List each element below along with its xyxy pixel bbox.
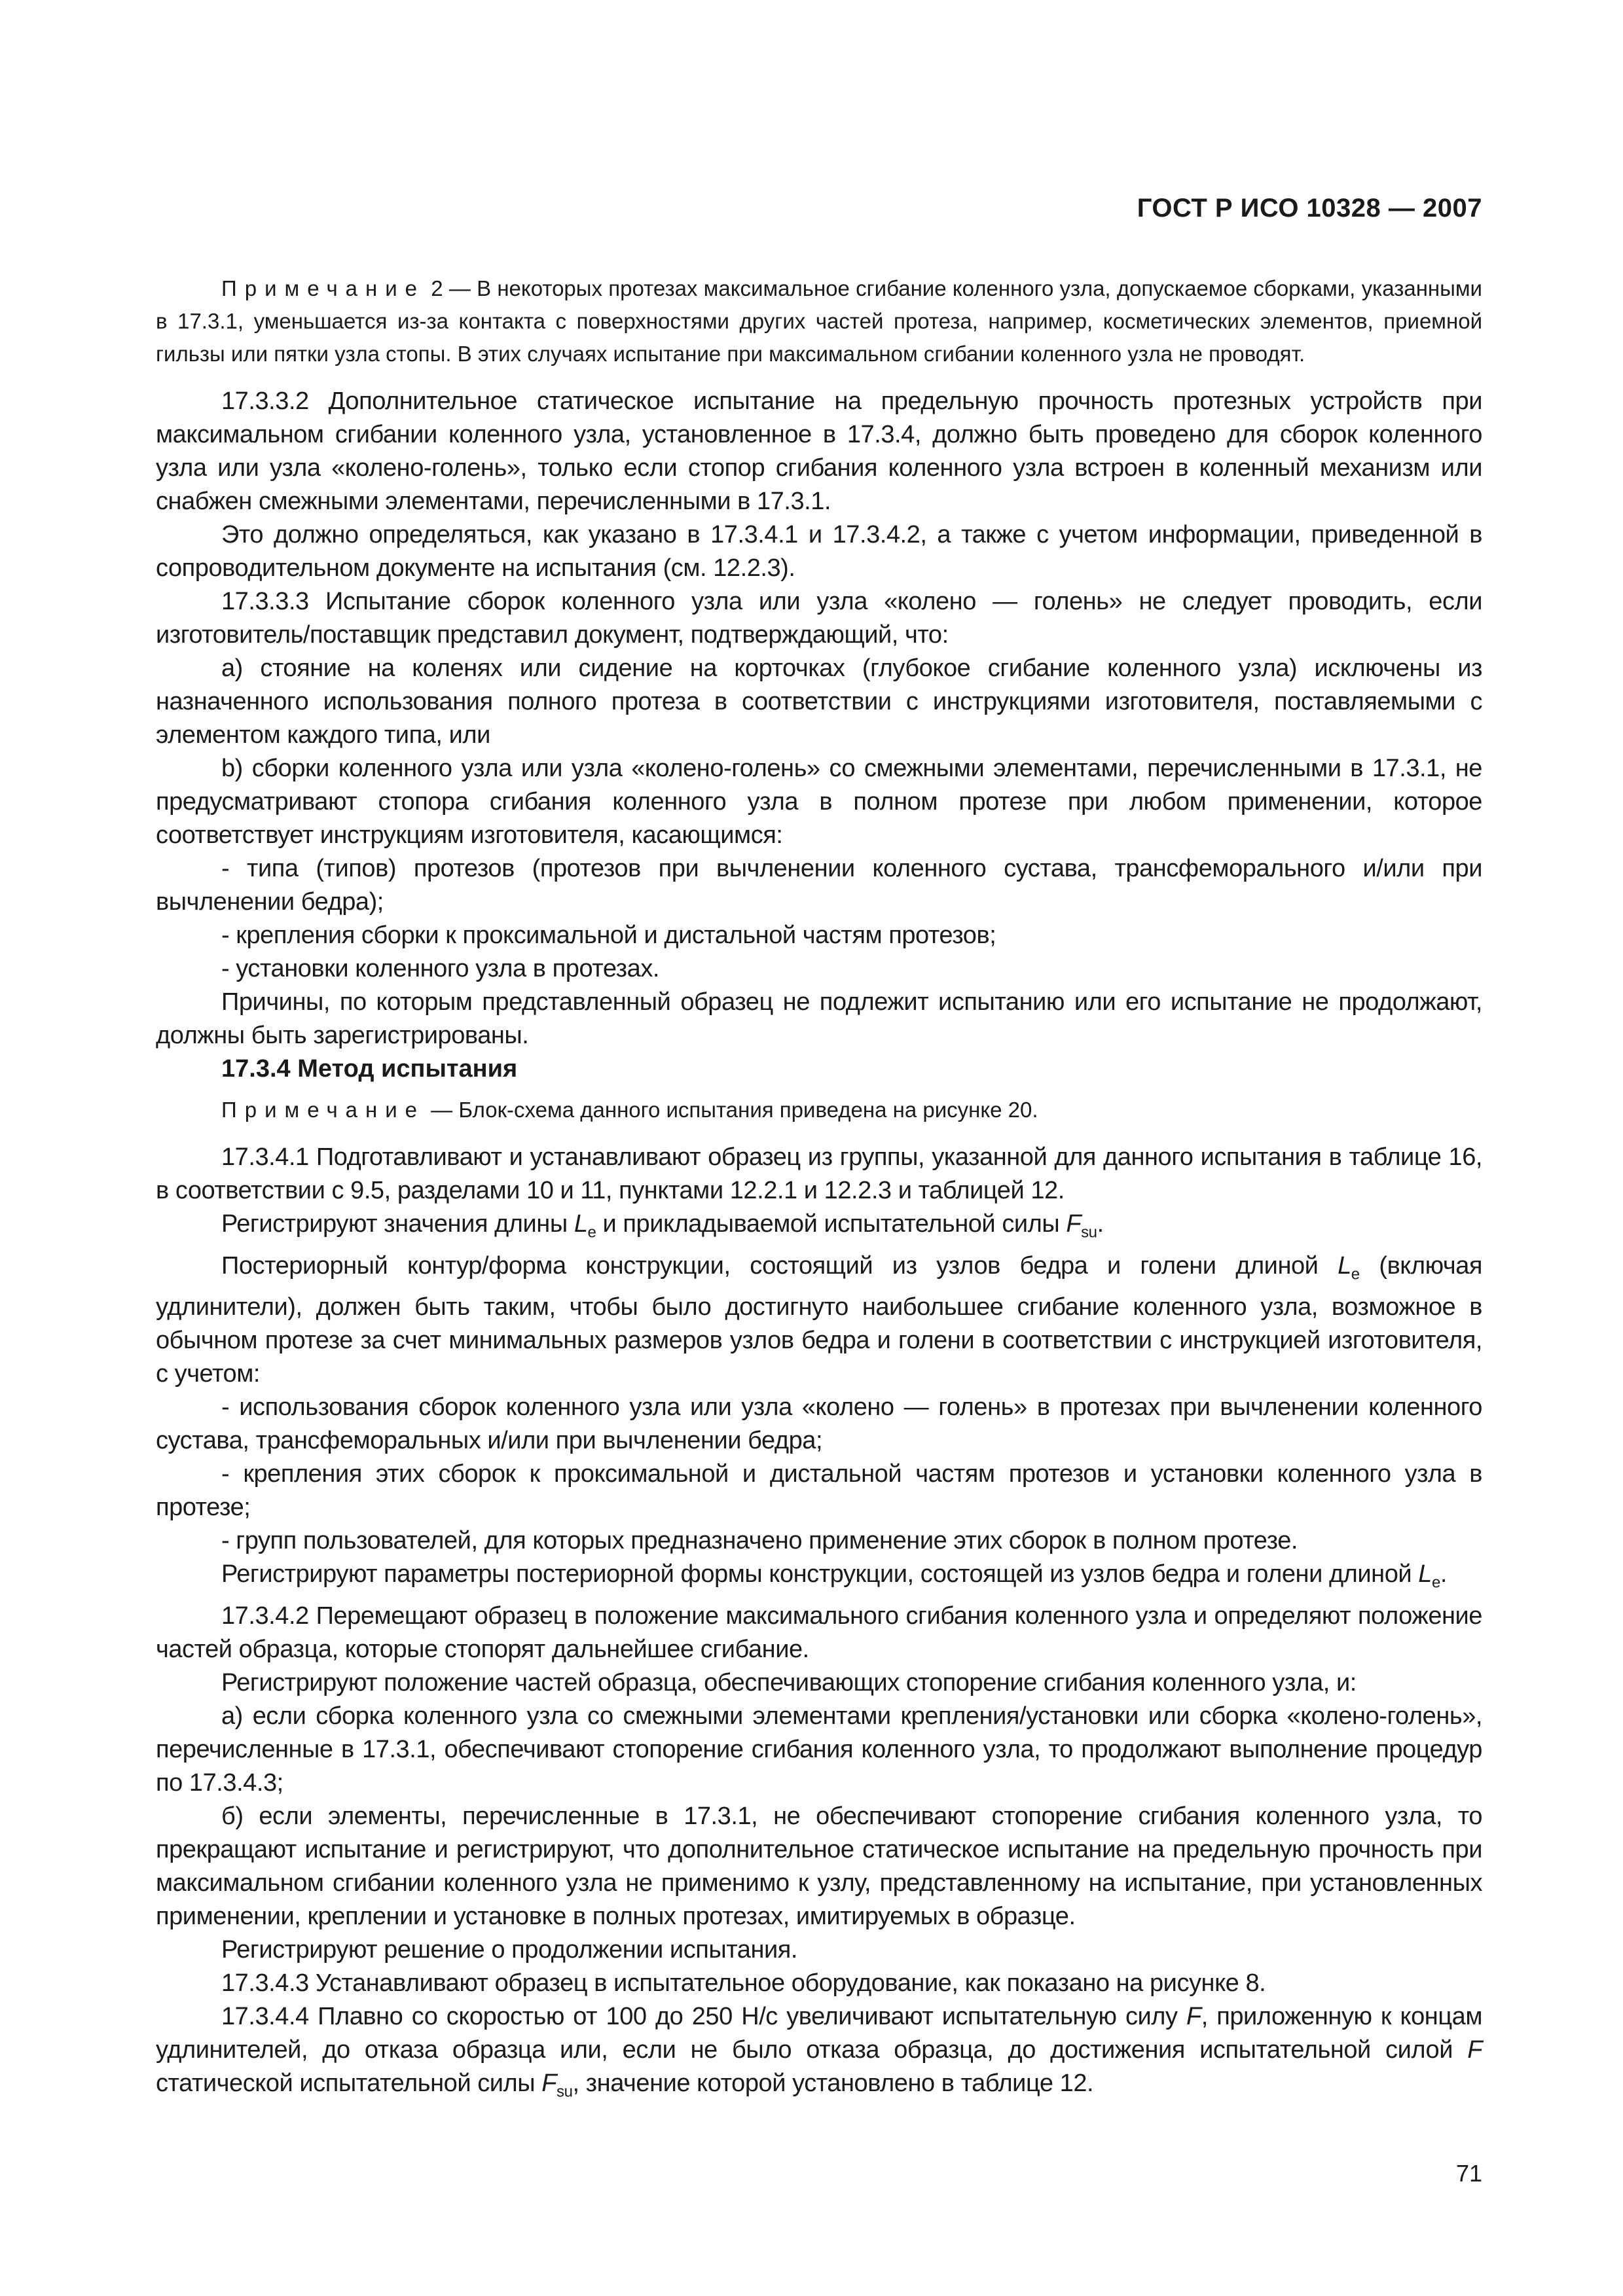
symbol-F: F [541, 2069, 557, 2097]
text-run: . [1097, 1210, 1104, 1238]
note-text: — Блок-схема данного испытания приведена на рисунке 20. [425, 1098, 1038, 1122]
note-text: 2 — В некоторых протезах максимальное сгибание коленного узла, допускаемое сборками, указанными в 17.3.1, уменьшается из-за контакта с поверхностями других частей протеза, например, косметических элементов, приемной гильзы или пятки узла стопы. В этих случаях испытание при максимальном сгибании коленного узла не проводят. [156, 276, 1482, 366]
dash-item: - крепления сборки к проксимальной и дистальной частям протезов; [221, 922, 996, 949]
list-item-b: б) если элементы, перечисленные в 17.3.1, не обеспечивают стопорение сгибания коленного узла, то прекращают испытание и регистрируют, что дополнительное статическое испытание на предельную прочность при максимальном сгибании коленного узла не применимо к узлу, представленному на испытание, при установленных применении, креплении и установке в полных протезах, имитируемых в образце. [156, 1802, 1482, 1930]
paragraph-17-3-4-4 [156, 2000, 1482, 2109]
symbol-L: L [1418, 1560, 1432, 1588]
text-run: Регистрируют параметры постериорной формы конструкции, состоящей из узлов бедра и голени длиной [221, 1560, 1419, 1588]
paragraph-17-3-4-2: 17.3.4.2 Перемещают образец в положение максимального сгибания коленного узла и определяют положение частей образца, которые стопорят дальнейшее сгибание. [156, 1602, 1482, 1663]
paragraph: Это должно определяться, как указано в 17.3.4.1 и 17.3.4.2, а также с учетом информации, приведенной в сопроводительном документе на испытания (см. 12.2.3). [156, 521, 1482, 582]
dash-item: - использования сборок коленного узла или узла «колено — голень» в протезах при вычленении коленного сустава, трансфеморальных и/или при вычленении бедра; [156, 1393, 1482, 1455]
symbol-F: F [1186, 2002, 1201, 2030]
dash-item: - установки коленного узла в протезах. [221, 955, 659, 982]
note-label: Примечание [221, 1098, 426, 1122]
subscript-su: su [556, 2083, 573, 2101]
text-run: 17.3.4.4 Плавно со скоростью от 100 до 250 Н/с увеличивают испытательную силу [221, 2002, 1186, 2030]
subscript-su: su [1081, 1223, 1097, 1242]
text-run: Постериорный контур/форма конструкции, состоящий из узлов бедра и голени длиной [221, 1251, 1338, 1280]
text-run: статической испытательной силы [156, 2069, 542, 2097]
symbol-L: L [1338, 1251, 1351, 1280]
paragraph [156, 1249, 1482, 1391]
paragraph-17-3-3-3: 17.3.3.3 Испытание сборок коленного узла или узла «колено — голень» не следует проводить, если изготовитель/поставщик представил документ, подтверждающий, что: [156, 588, 1482, 649]
text-run: , значение которой установлено в таблице 12. [572, 2069, 1094, 2097]
paragraph-17-3-3-2: 17.3.3.2 Дополнительное статическое испытание на предельную прочность протезных устройств при максимальном сгибании коленного узла, установленное в 17.3.4, должно быть проведено для сборок коленного узла или узла «колено-голень», только если стопор сгибания коленного узла встроен в коленный механизм или снабжен смежными элементами, перечисленными в 17.3.1. [156, 387, 1482, 515]
page-number: 71 [1455, 2160, 1482, 2187]
section-heading: 17.3.4 Метод испытания [221, 1055, 518, 1083]
note-label: Примечание [221, 276, 426, 300]
text-run: . [1440, 1560, 1447, 1588]
paragraph [156, 1558, 1482, 1600]
page-body [156, 272, 1482, 2108]
text-run: Регистрируют значения длины [221, 1210, 574, 1238]
symbol-F: F [1467, 2036, 1482, 2064]
paragraph-17-3-4-1: 17.3.4.1 Подготавливают и устанавливают образец из группы, указанной для данного испытания в таблице 16, в соответствии с 9.5, разделами 10 и 11, пунктами 12.2.1 и 12.2.3 и таблицей 12. [156, 1143, 1482, 1204]
symbol-L: L [574, 1210, 588, 1238]
paragraph: Регистрируют положение частей образца, обеспечивающих стопорение сгибания коленного узла, и: [221, 1668, 1357, 1696]
paragraph: Причины, по которым представленный образец не подлежит испытанию или его испытание не продолжают, должны быть зарегистрированы. [156, 988, 1482, 1049]
list-item-a: a) стояние на коленях или сидение на корточках (глубокое сгибание коленного узла) исключены из назначенного использования полного протеза в соответствии с инструкциями изготовителя, поставляемыми с элементом каждого типа, или [156, 655, 1482, 749]
list-item-b: b) сборки коленного узла или узла «колено-голень» со смежными элементами, перечисленными в 17.3.1, не предусматривают стопора сгибания коленного узла в полном протезе при любом применении, которое соответствует инструкциям изготовителя, касающимся: [156, 755, 1482, 849]
document-header: ГОСТ Р ИСО 10328 — 2007 [1137, 194, 1482, 223]
list-item-a: а) если сборка коленного узла со смежными элементами крепления/установки или сборка «колено-голень», перечисленные в 17.3.1, обеспечивают стопорение сгибания коленного узла, то продолжают выполнение процедур по 17.3.4.3; [156, 1702, 1482, 1797]
paragraph: Регистрируют решение о продолжении испытания. [221, 1935, 798, 1964]
text-run: и прикладываемой испытательной силы [596, 1210, 1067, 1238]
dash-item: - типа (типов) протезов (протезов при вычленении коленного сустава, трансфеморального и/или при вычленении бедра); [156, 855, 1482, 916]
text-run: , приложенную к концам удлинителей, до отказа образца или, если не было отказа образца, до достижения испытательной силой [156, 2002, 1482, 2064]
text-run: (включая удлинители), должен быть таким, чтобы было достигнуто наибольшее сгибание коленного узла, возможное в обычном протезе за счет минимальных размеров узлов бедра и голени в соответствии с инструкцией изготовителя, с учетом: [156, 1251, 1482, 1388]
note-method [156, 1094, 1482, 1126]
dash-item: - крепления этих сборок к проксимальной и дистальной частям протезов и установки коленного узла в протезе; [156, 1460, 1482, 1522]
subscript-e: e [587, 1223, 596, 1242]
dash-item: - групп пользователей, для которых предназначено применение этих сборок в полном протезе. [221, 1527, 1298, 1555]
note-2 [156, 272, 1482, 370]
paragraph [156, 1208, 1482, 1249]
subscript-e: e [1431, 1573, 1440, 1592]
paragraph-17-3-4-3: 17.3.4.3 Устанавливают образец в испытательное оборудование, как показано на рисунке 8. [221, 1969, 1266, 1997]
subscript-e: e [1351, 1265, 1360, 1283]
symbol-F: F [1066, 1210, 1082, 1238]
